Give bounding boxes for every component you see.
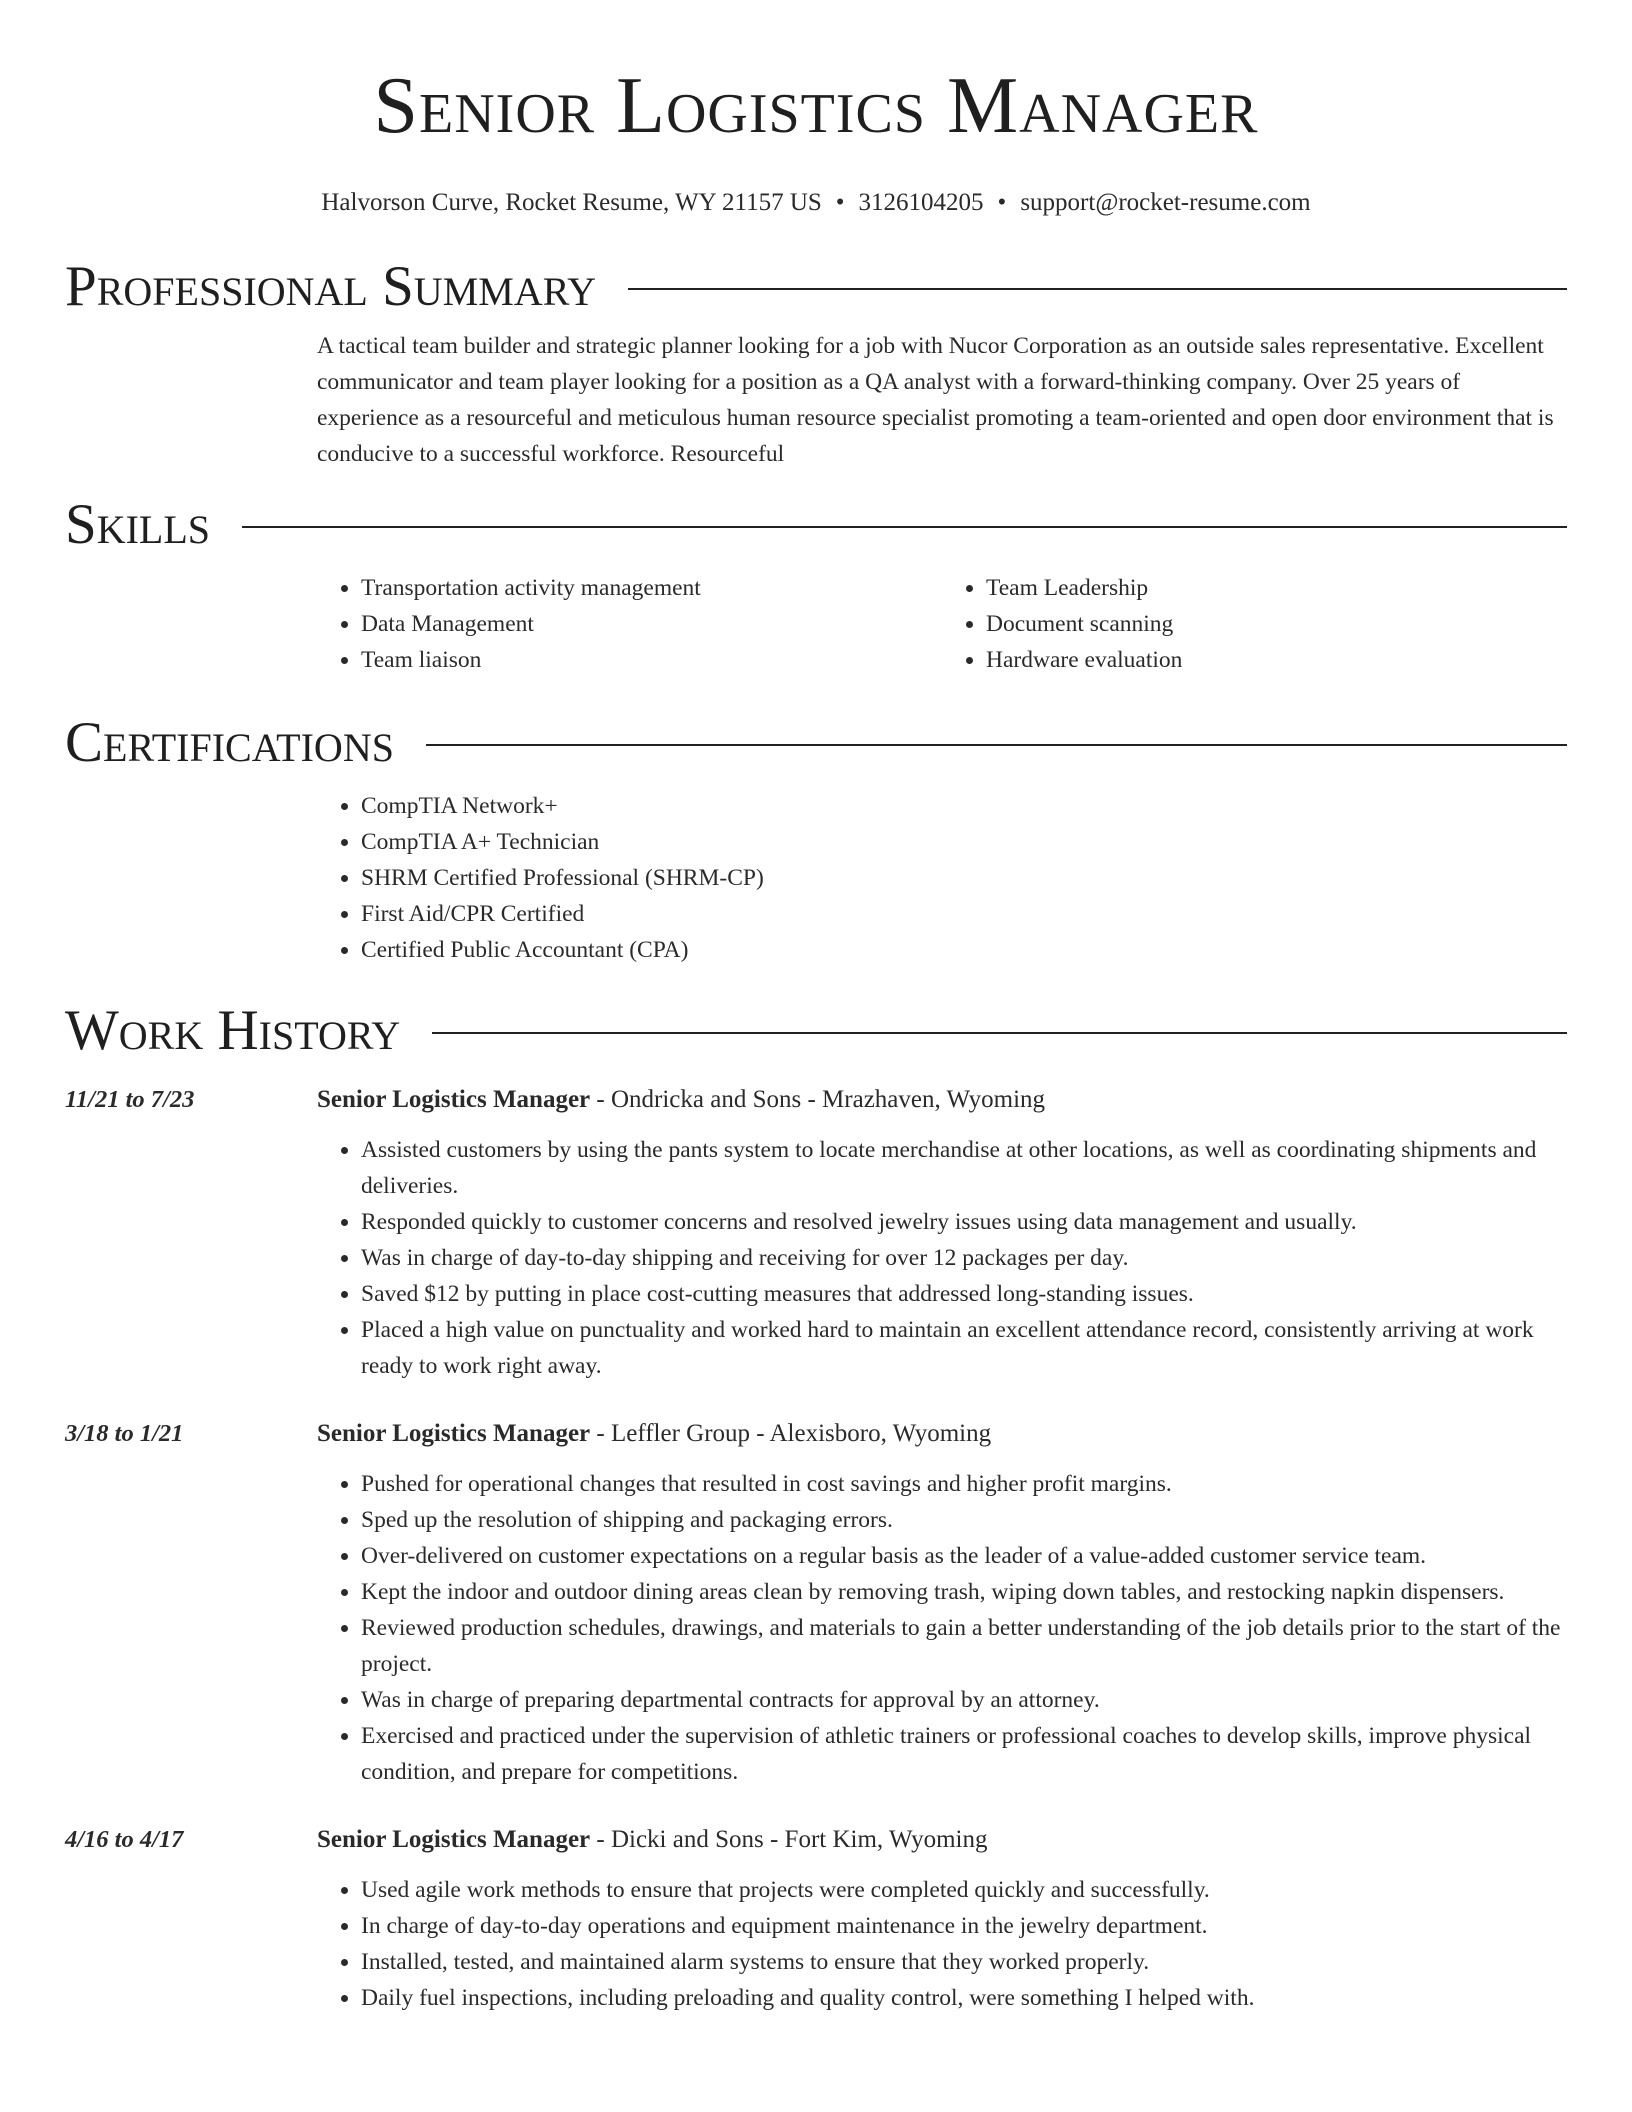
skills-list	[317, 570, 1567, 678]
job-bullet: • Over-delivered on customer expectations on a regular basis as the leader of a value-added customer service team.	[361, 1538, 1567, 1574]
summary-section-header	[65, 254, 1567, 320]
job-employer-location: - Leffler Group - Alexisboro, Wyoming	[590, 1420, 992, 1447]
job-dates: 3/18 to 1/21	[65, 1420, 184, 1447]
skills-section-title: Skills	[65, 493, 211, 556]
certification-item: • CompTIA Network+	[361, 788, 1567, 824]
certifications-section-title: Certifications	[65, 711, 394, 774]
section-divider	[628, 288, 1567, 290]
job-details	[317, 1082, 1567, 1384]
job-title: Senior Logistics Manager	[317, 1086, 591, 1113]
job-dates: 11/21 to 7/23	[65, 1086, 195, 1113]
section-divider	[242, 526, 1567, 528]
job-bullet: • Daily fuel inspections, including preloading and quality control, were something I helped with.	[361, 1980, 1567, 2016]
job-bullet: • Was in charge of preparing departmental contracts for approval by an attorney.	[361, 1682, 1567, 1718]
job-bullet: • Reviewed production schedules, drawings, and materials to gain a better understanding of the job details prior to the start of the project.	[361, 1610, 1567, 1682]
certifications-section-header	[65, 710, 1567, 776]
section-divider	[426, 744, 1567, 746]
job-title: Senior Logistics Manager	[317, 1420, 591, 1447]
job-bullets	[317, 1466, 1567, 1790]
skill-item: • Transportation activity management	[361, 570, 942, 606]
contact-separator: •	[997, 189, 1007, 216]
job-details	[317, 1822, 1567, 2016]
job-bullet: • In charge of day-to-day operations and equipment maintenance in the jewelry department.	[361, 1908, 1567, 1944]
job-heading	[317, 1082, 1567, 1118]
job-bullet: • Pushed for operational changes that resulted in cost savings and higher profit margins.	[361, 1466, 1567, 1502]
contact-phone: 3126104205	[858, 189, 984, 216]
skills-column-left	[317, 570, 942, 678]
contact-line	[65, 188, 1567, 218]
skill-item: • Hardware evaluation	[986, 642, 1567, 678]
certification-item: • CompTIA A+ Technician	[361, 824, 1567, 860]
contact-email: support@rocket-resume.com	[1020, 189, 1311, 216]
summary-text: A tactical team builder and strategic planner looking for a job with Nucor Corporation as an outside sales representative. Excellent communicator and team player looking for a position as a QA analyst with a forward-thinking company. Over 25 years of experience as a resourceful and meticulous human resource specialist promoting a team-oriented and open door environment that is conducive to a successful workforce. Resourceful	[317, 333, 1554, 467]
job-dates: 4/16 to 4/17	[65, 1826, 184, 1853]
job-bullet: • Was in charge of day-to-day shipping and receiving for over 12 packages per day.	[361, 1240, 1567, 1276]
skills-column-right	[942, 570, 1567, 678]
job-bullet: • Responded quickly to customer concerns and resolved jewelry issues using data management and usually.	[361, 1204, 1567, 1240]
job-bullet: • Assisted customers by using the pants system to locate merchandise at other locations, as well as coordinating shipments and deliveries.	[361, 1132, 1567, 1204]
job-entry	[65, 1416, 1567, 1790]
skills-section-header	[65, 492, 1567, 558]
work-section-title: Work History	[65, 999, 401, 1062]
job-heading	[317, 1822, 1567, 1858]
section-divider	[432, 1032, 1567, 1034]
job-bullet: • Installed, tested, and maintained alarm systems to ensure that they worked properly.	[361, 1944, 1567, 1980]
contact-address: Halvorson Curve, Rocket Resume, WY 21157 US	[321, 189, 822, 216]
certification-item: • SHRM Certified Professional (SHRM-CP)	[361, 860, 1567, 896]
skill-item: • Data Management	[361, 606, 942, 642]
job-details	[317, 1416, 1567, 1790]
certification-item: • Certified Public Accountant (CPA)	[361, 932, 1567, 968]
job-bullet: • Kept the indoor and outdoor dining areas clean by removing trash, wiping down tables, and restocking napkin dispensers.	[361, 1574, 1567, 1610]
job-employer-location: - Dicki and Sons - Fort Kim, Wyoming	[590, 1826, 988, 1853]
skill-item: • Team Leadership	[986, 570, 1567, 606]
resume-name: Senior Logistics Manager	[373, 62, 1259, 150]
job-bullet: • Saved $12 by putting in place cost-cutting measures that addressed long-standing issues.	[361, 1276, 1567, 1312]
job-employer-location: - Ondricka and Sons - Mrazhaven, Wyoming	[590, 1086, 1046, 1113]
job-title: Senior Logistics Manager	[317, 1826, 591, 1853]
work-section-header	[65, 998, 1567, 1064]
summary-section-title: Professional Summary	[65, 255, 597, 318]
job-bullet: • Placed a high value on punctuality and worked hard to maintain an excellent attendance record, consistently arriving at work ready to work right away.	[361, 1312, 1567, 1384]
skill-item: • Document scanning	[986, 606, 1567, 642]
job-bullet: • Exercised and practiced under the supervision of athletic trainers or professional coaches to develop skills, improve physical condition, and prepare for competitions.	[361, 1718, 1567, 1790]
job-bullet: • Used agile work methods to ensure that projects were completed quickly and successfully.	[361, 1872, 1567, 1908]
job-bullet: • Sped up the resolution of shipping and packaging errors.	[361, 1502, 1567, 1538]
job-entry	[65, 1082, 1567, 1384]
skill-item: • Team liaison	[361, 642, 942, 678]
job-entry	[65, 1822, 1567, 2016]
job-bullets	[317, 1132, 1567, 1384]
certification-item: • First Aid/CPR Certified	[361, 896, 1567, 932]
contact-separator: •	[835, 189, 845, 216]
certifications-list	[317, 788, 1567, 968]
job-heading	[317, 1416, 1567, 1452]
job-bullets	[317, 1872, 1567, 2016]
